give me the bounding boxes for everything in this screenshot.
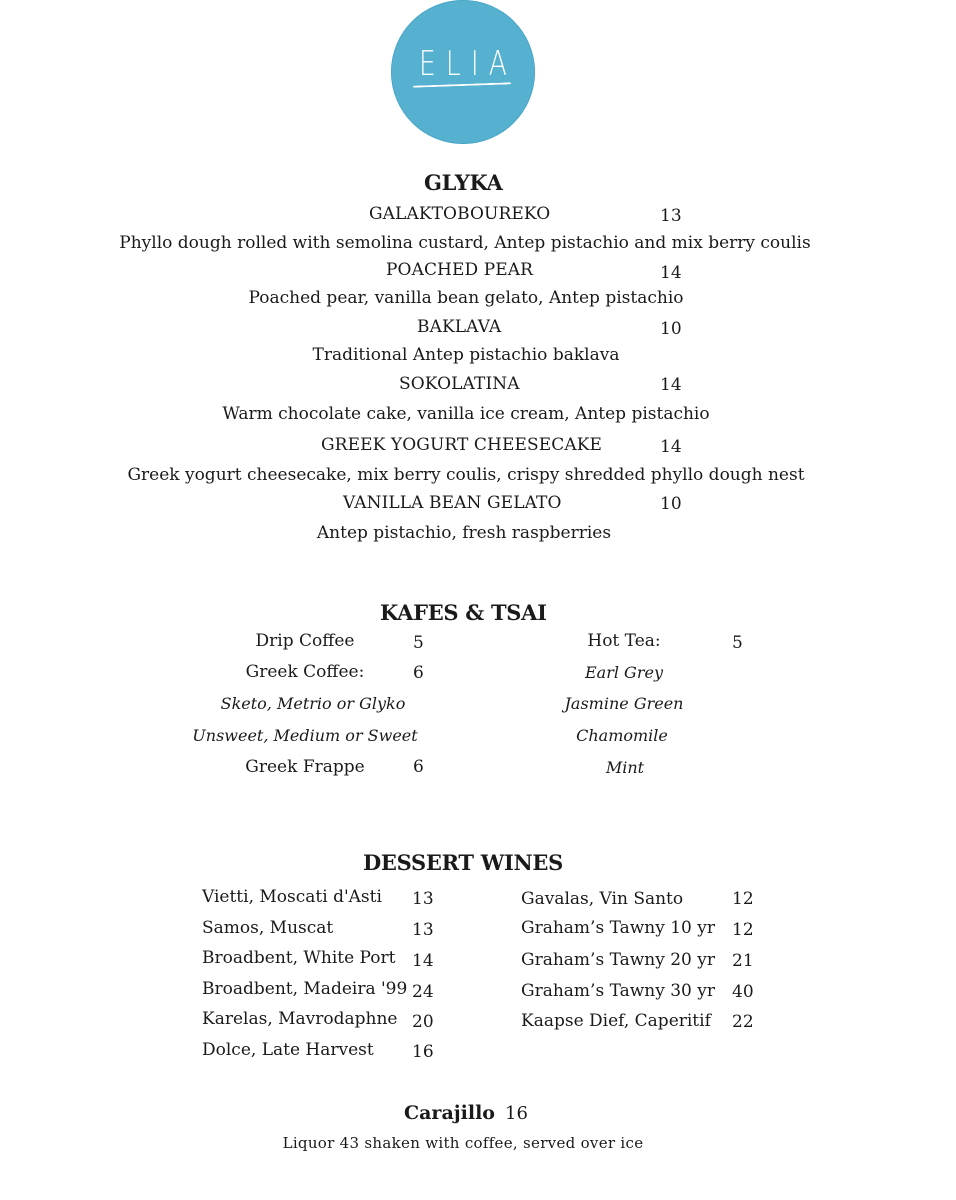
tea-name: Hot Tea: [587, 631, 661, 651]
wine-price: 22 [732, 1012, 754, 1032]
section-title-kafes: KAFES & TSAI [380, 600, 547, 625]
coffee-name: Greek Frappe [245, 757, 365, 777]
item-price: 14 [660, 437, 682, 457]
wine-name: Broadbent, Madeira '99 [202, 979, 408, 999]
section-title-wines: DESSERT WINES [363, 850, 563, 875]
wine-price: 16 [412, 1042, 434, 1062]
wine-name: Karelas, Mavrodaphne [202, 1009, 398, 1029]
coffee-price: 5 [413, 633, 424, 653]
section-title-glyka: GLYKA [424, 170, 503, 195]
item-description: Poached pear, vanilla bean gelato, Antep pistachio [248, 288, 684, 308]
item-description: Phyllo dough rolled with semolina custard, Antep pistachio and mix berry coulis [119, 233, 811, 253]
wine-price: 24 [412, 982, 434, 1002]
coffee-note: Sketo, Metrio or Glyko [220, 694, 406, 713]
logo-text: ELIA [419, 44, 518, 84]
wine-name: Vietti, Moscati d'Asti [202, 887, 382, 907]
item-description: Antep pistachio, fresh raspberries [316, 523, 612, 543]
item-name: VANILLA BEAN GELATO [343, 493, 562, 513]
elia-logo [391, 0, 535, 144]
item-price: 10 [660, 319, 682, 339]
tea-option: Earl Grey [584, 663, 663, 682]
carajillo-description: Liquor 43 shaken with coffee, served over ice [282, 1134, 644, 1152]
tea-option: Mint [605, 758, 645, 777]
item-name: GALAKTOBOUREKO [369, 204, 551, 224]
item-name: SOKOLATINA [399, 374, 520, 394]
wine-name: Samos, Muscat [202, 918, 334, 938]
wine-name: Dolce, Late Harvest [202, 1040, 374, 1060]
item-price: 13 [660, 206, 682, 226]
coffee-note: Unsweet, Medium or Sweet [192, 726, 418, 745]
item-price: 10 [660, 494, 682, 514]
wine-name: Graham’s Tawny 20 yr [521, 950, 716, 970]
wine-price: 12 [732, 889, 754, 909]
tea-option: Jasmine Green [564, 694, 684, 713]
coffee-price: 6 [413, 663, 424, 683]
carajillo-price: 16 [505, 1103, 528, 1124]
wine-price: 12 [732, 920, 754, 940]
tea-price: 5 [732, 633, 743, 653]
carajillo-name: Carajillo [404, 1102, 495, 1124]
item-name: GREEK YOGURT CHEESECAKE [321, 435, 603, 455]
wine-name: Graham’s Tawny 30 yr [521, 981, 716, 1001]
item-price: 14 [660, 375, 682, 395]
wine-name: Kaapse Dief, Caperitif [521, 1011, 711, 1031]
item-description: Traditional Antep pistachio baklava [312, 345, 620, 365]
item-name: BAKLAVA [417, 317, 502, 337]
wine-price: 13 [412, 920, 434, 940]
coffee-name: Drip Coffee [255, 631, 355, 651]
item-price: 14 [660, 263, 682, 283]
item-name: POACHED PEAR [386, 260, 534, 280]
item-description: Greek yogurt cheesecake, mix berry coulis, crispy shredded phyllo dough nest [127, 465, 805, 485]
wine-name: Broadbent, White Port [202, 948, 396, 968]
wine-price: 21 [732, 951, 754, 971]
wine-price: 20 [412, 1012, 434, 1032]
wine-name: Graham’s Tawny 10 yr [521, 918, 716, 938]
coffee-name: Greek Coffee: [245, 662, 365, 682]
item-description: Warm chocolate cake, vanilla ice cream, Antep pistachio [222, 404, 710, 424]
wine-price: 13 [412, 889, 434, 909]
tea-option: Chamomile [576, 726, 668, 745]
wine-price: 14 [412, 951, 434, 971]
wine-name: Gavalas, Vin Santo [521, 889, 684, 909]
wine-price: 40 [732, 982, 754, 1002]
coffee-price: 6 [413, 757, 424, 777]
